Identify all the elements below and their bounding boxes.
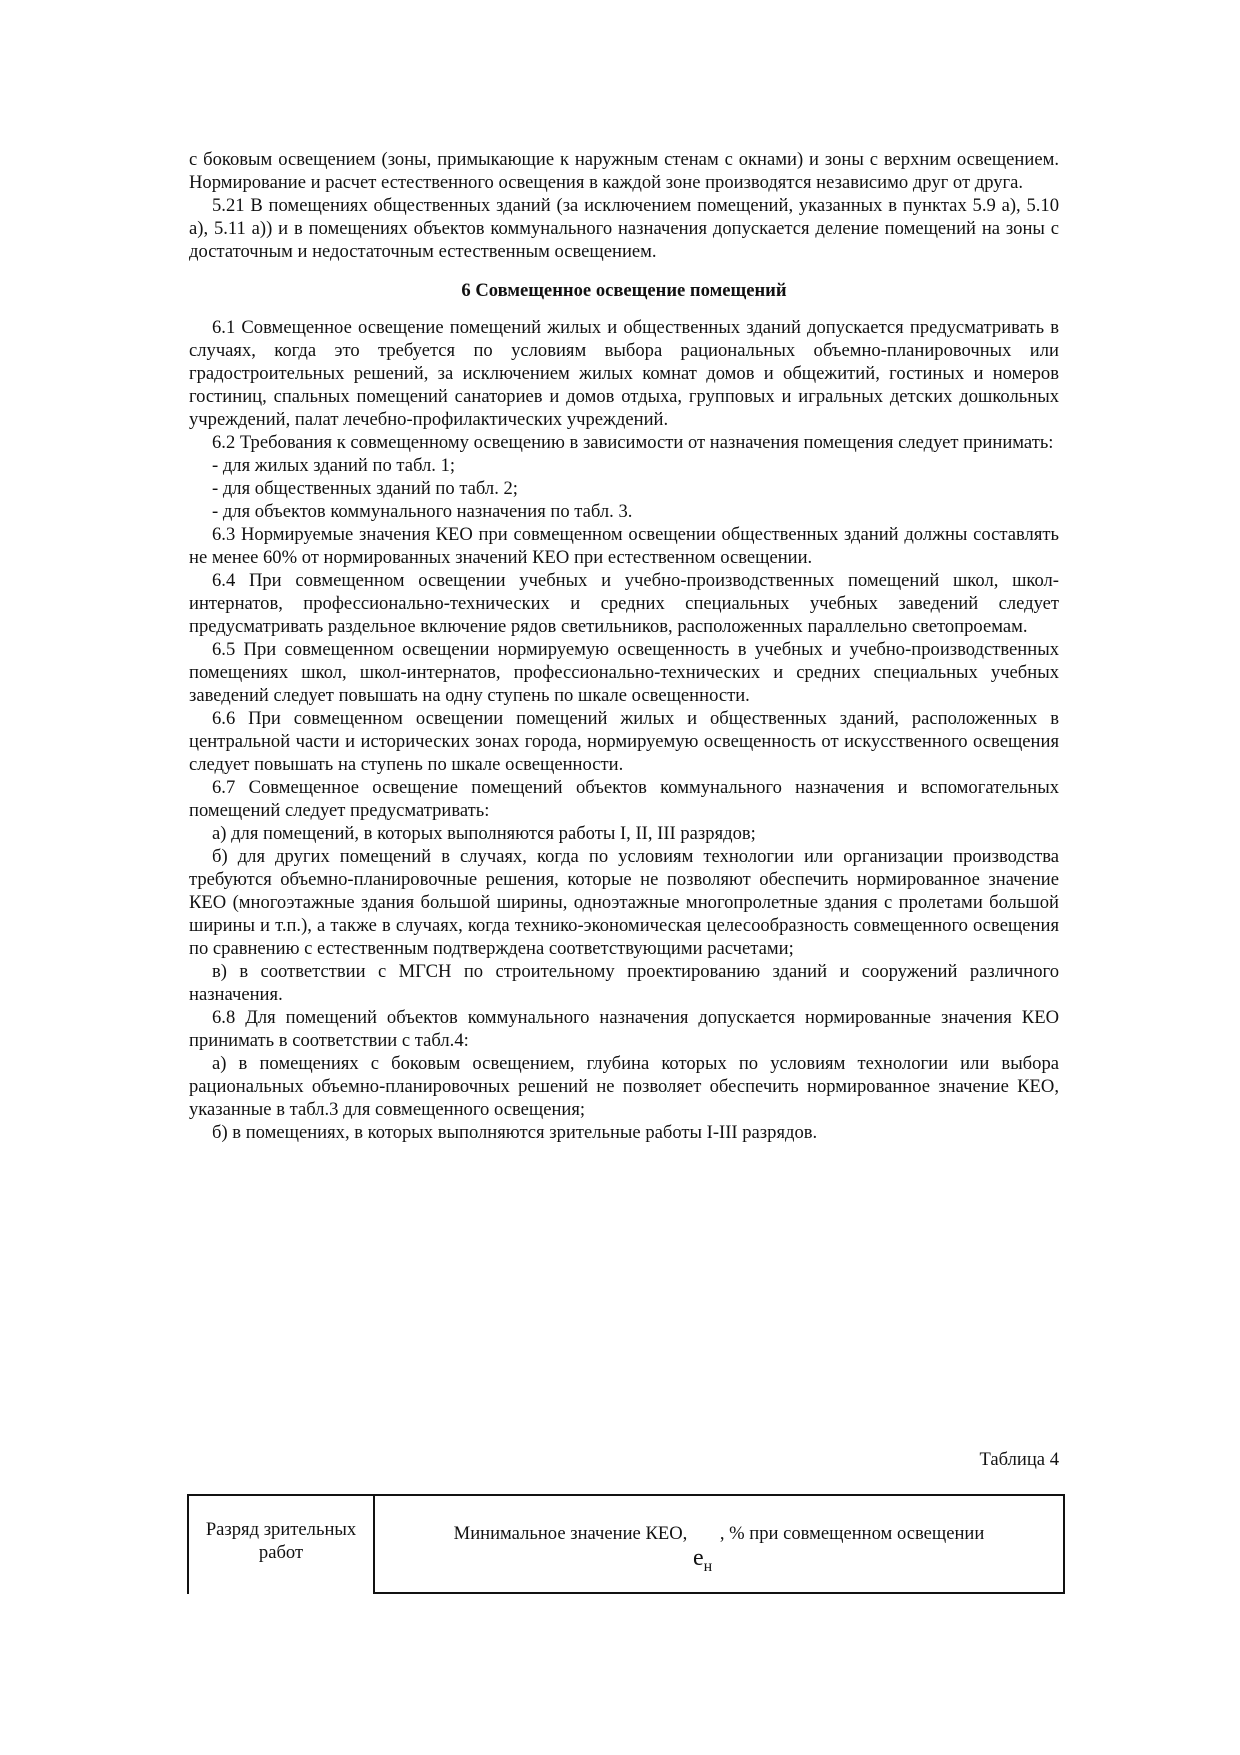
- list-item-table-2: - для общественных зданий по табл. 2;: [212, 478, 518, 499]
- document-body: [189, 148, 1059, 1144]
- paragraph-5-21: 5.21 В помещениях общественных зданий (за исключением помещений, указанных в пунктах 5.9 а), 5.10 а), 5.11 а)) и в помещениях объектов коммунального назначения допускается деление помещений на зоны с достаточным и недостаточным естественным освещением.: [189, 195, 1059, 262]
- list-item-6-8-a: а) в помещениях с боковым освещением, глубина которых по условиям технологии или выбора рациональных объемно-планировочных решений не позволяет обеспечить нормированное значение КЕО, указанные в табл.3 для совмещенного освещения;: [189, 1053, 1059, 1120]
- list-item-table-3: - для объектов коммунального назначения по табл. 3.: [212, 501, 633, 522]
- table-header-keo: [373, 1494, 1065, 1594]
- keo-symbol-subscript: н: [703, 1558, 713, 1575]
- list-item-table-1: - для жилых зданий по табл. 1;: [212, 455, 456, 476]
- keo-table: [187, 1494, 1067, 1594]
- table-caption: Таблица 4: [979, 1449, 1059, 1470]
- list-item-6-7-a: а) для помещений, в которых выполняются работы I, II, III разрядов;: [212, 823, 756, 844]
- paragraph-6-4: 6.4 При совмещенном освещении учебных и учебно-производственных помещений школ, школ-интернатов, профессионально-технических и средних специальных учебных заведений следует предусматривать раздельное включение рядов светильников, расположенных параллельно светопроемам.: [189, 570, 1059, 637]
- paragraph-6-3: 6.3 Нормируемые значения КЕО при совмещенном освещении общественных зданий должны составлять не менее 60% от нормированных значений КЕО при естественном освещении.: [189, 524, 1059, 568]
- paragraph-6-2: 6.2 Требования к совмещенному освещению в зависимости от назначения помещения следует принимать:: [212, 432, 1054, 453]
- paragraph-6-5: 6.5 При совмещенном освещении нормируемую освещенность в учебных и учебно-производственных помещениях школ, школ-интернатов, профессионально-технических и средних специальных учебных заведений следует повышать на одну ступень по шкале освещенности.: [189, 639, 1059, 706]
- paragraph-6-1: 6.1 Совмещенное освещение помещений жилых и общественных зданий допускается предусматривать в случаях, когда это требуется по условиям выбора рациональных объемно-планировочных или градостроительных решений, за исключением жилых комнат домов и общежитий, гостиных и номеров гостиниц, спальных помещений санаториев и домов отдыха, групповых и игральных детских дошкольных учреждений, палат лечебно-профилактических учреждений.: [189, 317, 1059, 430]
- list-item-6-8-b: б) в помещениях, в которых выполняются зрительные работы I-III разрядов.: [212, 1122, 818, 1143]
- table-header-discharge: Разряд зрительных работ: [187, 1494, 373, 1594]
- paragraph-6-6: 6.6 При совмещенном освещении помещений жилых и общественных зданий, расположенных в центральной части и исторических зонах города, нормируемую освещенность от искусственного освещения следует повышать на ступень по шкале освещенности.: [189, 708, 1059, 775]
- paragraph-6-7: 6.7 Совмещенное освещение помещений объектов коммунального назначения и вспомогательных помещений следует предусматривать:: [189, 777, 1059, 821]
- keo-symbol-main: e: [693, 1545, 704, 1571]
- table-header-keo-text: Минимальное значение КЕО, , % при совмещенном освещении: [453, 1523, 985, 1544]
- keo-symbol: [693, 1546, 712, 1579]
- paragraph-6-8: 6.8 Для помещений объектов коммунального назначения допускается нормированные значения КЕО принимать в соответствии с табл.4:: [189, 1007, 1059, 1051]
- section-title: 6 Совмещенное освещение помещений: [461, 280, 787, 301]
- list-item-6-7-v: в) в соответствии с МГСН по строительному проектированию зданий и сооружений различного назначения.: [189, 961, 1059, 1005]
- list-item-6-7-b: б) для других помещений в случаях, когда по условиям технологии или организации производства требуются объемно-планировочные решения, которые не позволяют обеспечить нормированное значение КЕО (многоэтажные здания большой ширины, одноэтажные многопролетные здания с пролетами большой ширины и т.п.), а также в случаях, когда технико-экономическая целесообразность совмещенного освещения по сравнению с естественным подтверждена соответствующими расчетами;: [189, 846, 1059, 959]
- paragraph-continuation: с боковым освещением (зоны, примыкающие к наружным стенам с окнами) и зоны с верхним освещением. Нормирование и расчет естественного освещения в каждой зоне производятся независимо друг от друга.: [189, 149, 1059, 193]
